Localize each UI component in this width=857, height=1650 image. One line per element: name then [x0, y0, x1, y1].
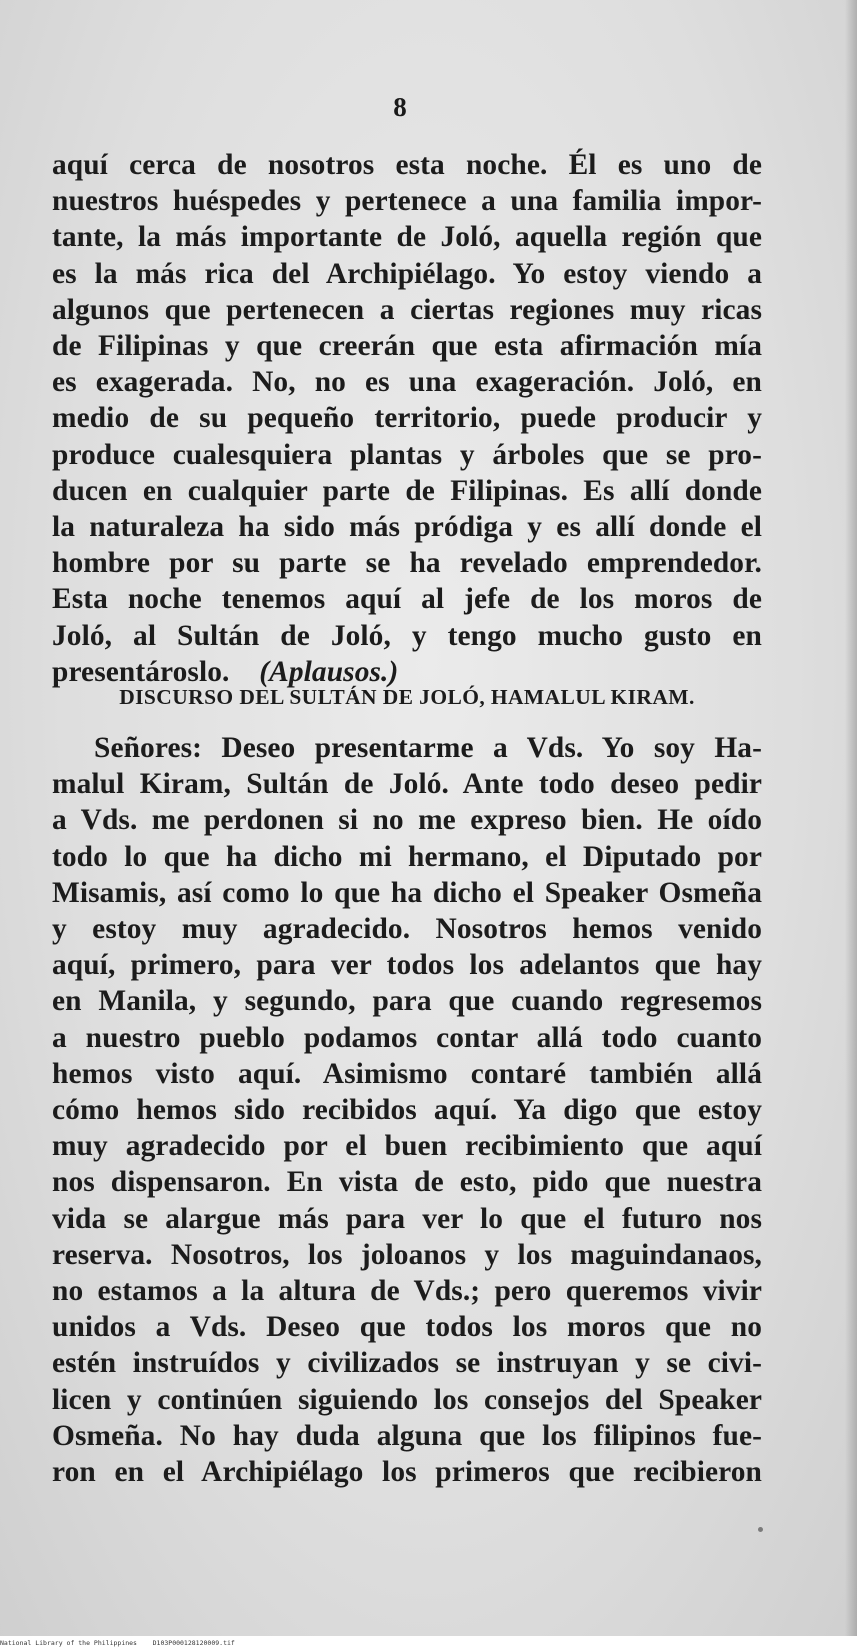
text-line: aquí cerca de nosotros esta noche. Él es uno de	[52, 149, 762, 181]
text-line: malul Kiram, Sultán de Joló. Ante todo deseo pedir	[52, 768, 762, 801]
text-line: es la más rica del Archipiélago. Yo estoy viendo a	[52, 257, 762, 290]
section-heading: DISCURSO DEL SULTÁN DE JOLÓ, HAMALUL KIRAM.	[119, 685, 695, 709]
text-line: cómo hemos sido recibidos aquí. Ya digo que estoy	[52, 1094, 762, 1127]
text-line: licen y continúen siguiendo los consejos del Speaker	[52, 1383, 762, 1416]
scan-speck	[758, 1527, 763, 1532]
text-line: a Vds. me perdonen si no me expreso bien. He oído	[52, 804, 762, 837]
text-line: Misamis, así como lo que ha dicho el Speaker Osmeña	[52, 876, 762, 909]
text-line: hemos visto aquí. Asimismo contaré también allá	[52, 1057, 762, 1090]
text-line: algunos que pertenecen a ciertas regiones muy ricas	[52, 293, 762, 326]
text-line: no estamos a la altura de Vds.; pero queremos vivir	[52, 1275, 762, 1308]
text-line: produce cualesquiera plantas y árboles que se pro-	[52, 438, 762, 471]
scan-footer	[0, 1636, 857, 1650]
text-line: ron en el Archipiélago los primeros que recibieron	[52, 1456, 762, 1489]
text-line: vida se alargue más para ver lo que el futuro nos	[52, 1202, 762, 1235]
text-line: medio de su pequeño territorio, puede producir y	[52, 402, 762, 435]
text-line: Señores: Deseo presentarme a Vds. Yo soy Ha-	[94, 732, 762, 764]
scan-edge-shadow	[845, 0, 857, 1650]
paragraph-speech	[52, 730, 762, 1490]
text-line: a nuestro pueblo podamos contar allá todo cuanto	[52, 1021, 762, 1054]
text-line: es exagerada. No, no es una exageración. Joló, en	[52, 366, 762, 399]
text-line: muy agradecido por el buen recibimiento que aquí	[52, 1130, 762, 1163]
text-line: reserva. Nosotros, los joloanos y los maguindanaos,	[52, 1238, 762, 1271]
text-line: Esta noche tenemos aquí al jefe de los moros de	[52, 583, 762, 616]
footer-file: D103P000128120009.tif	[152, 1639, 235, 1647]
text-line: la naturaleza ha sido más pródiga y es allí donde el	[52, 511, 762, 544]
text-line: todo lo que ha dicho mi hermano, el Diputado por	[52, 840, 762, 873]
text-line: Osmeña. No hay duda alguna que los filipinos fue-	[52, 1419, 762, 1452]
text-line: unidos a Vds. Deseo que todos los moros que no	[52, 1311, 762, 1344]
text-line: tante, la más importante de Joló, aquella región que	[52, 221, 762, 254]
footer-library: National Library of the Philippines	[0, 1639, 137, 1647]
text-line: y estoy muy agradecido. Nosotros hemos venido	[52, 913, 762, 946]
text-line: hombre por su parte se ha revelado emprendedor.	[52, 547, 762, 580]
applause-note: (Aplausos.)	[259, 655, 399, 688]
text-line: Joló, al Sultán de Joló, y tengo mucho gusto en	[52, 619, 762, 652]
text-line: nos dispensaron. En vista de esto, pido que nuestra	[52, 1166, 762, 1199]
page-number: 8	[393, 92, 407, 122]
closing-word: presentároslo.	[52, 655, 230, 688]
paragraph-intro	[52, 147, 762, 690]
text-line: en Manila, y segundo, para que cuando regresemos	[52, 985, 762, 1018]
text-line: estén instruídos y civilizados se instruyan y se civi-	[52, 1347, 762, 1380]
text-line: nuestros huéspedes y pertenece a una familia impor-	[52, 185, 762, 218]
text-line: ducen en cualquier parte de Filipinas. Es allí donde	[52, 474, 762, 507]
text-line: aquí, primero, para ver todos los adelantos que hay	[52, 949, 762, 982]
text-line: de Filipinas y que creerán que esta afirmación mía	[52, 330, 762, 363]
